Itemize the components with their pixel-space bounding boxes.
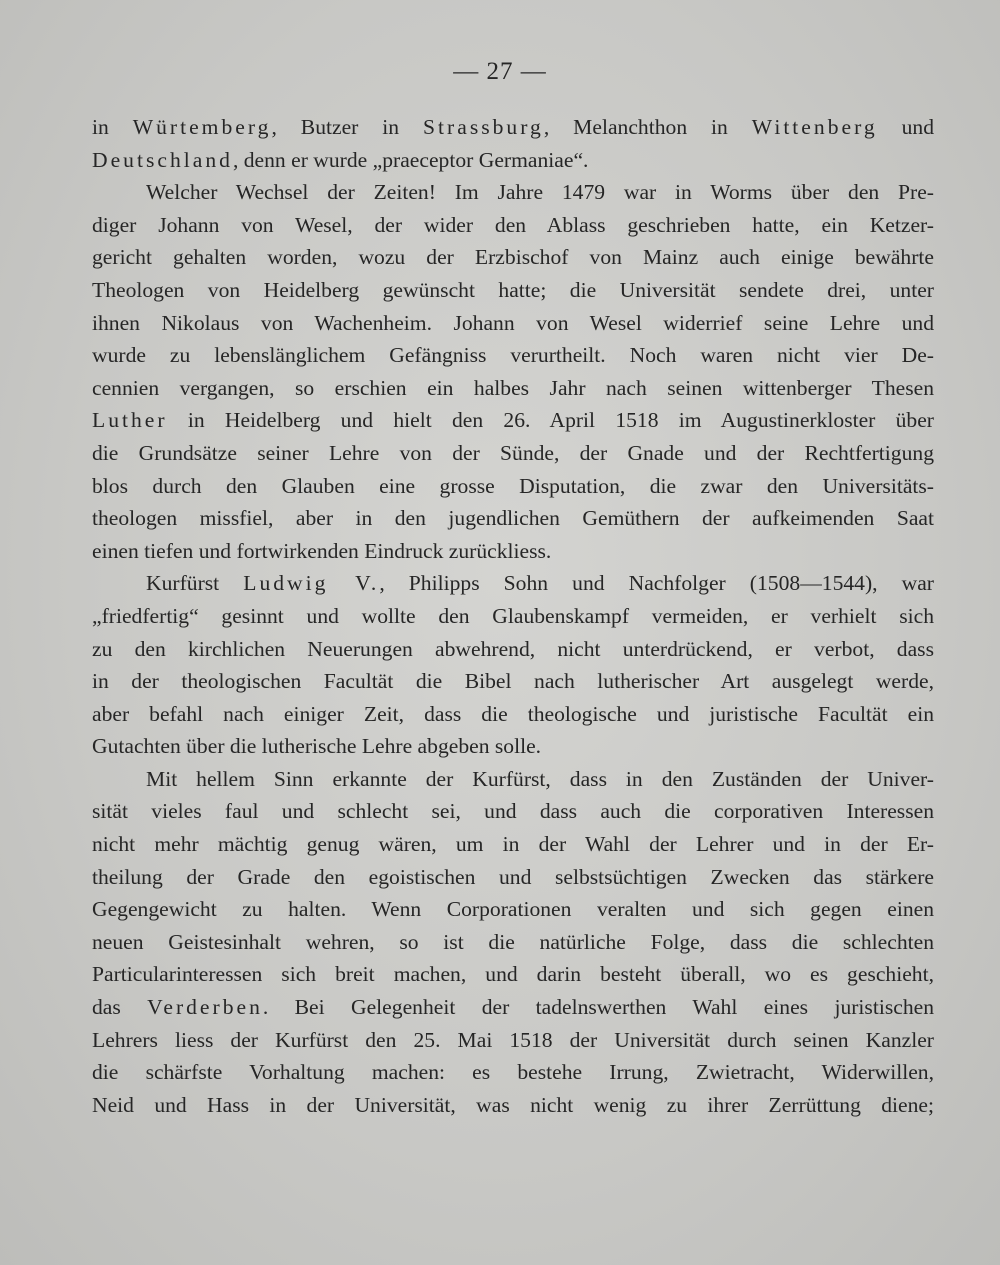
text-line — [92, 795, 934, 828]
text-run: cennien vergangen, so erschien ein halbes Jahr nach seinen wittenberger Thesen — [92, 375, 934, 400]
text-run: Neid und Hass in der Universität, was nicht wenig zu ihrer Zerrüttung diene; — [92, 1092, 934, 1117]
text-run: in Heidelberg und hielt den 26. April 1518 im Augustinerkloster über — [167, 408, 934, 433]
text-run: Gutachten über die lutherische Lehre abgeben solle. — [92, 734, 542, 759]
text-run: zu den kirchlichen Neuerungen abwehrend, nicht unterdrückend, er verbot, dass — [92, 636, 934, 661]
text-run: nicht mehr mächtig genug wären, um in der Wahl der Lehrer und in der Er- — [92, 832, 934, 857]
text-run: einen tiefen und fortwirkenden Eindruck zurückliess. — [92, 538, 552, 563]
text-line — [92, 470, 934, 503]
text-line — [92, 176, 934, 209]
text-line — [92, 926, 934, 959]
spaced-emphasis: Luther — [92, 408, 168, 433]
text-run: neuen Geistesinhalt wehren, so ist die natürliche Folge, dass die schlechten — [92, 929, 934, 954]
text-run: blos durch den Glauben eine grosse Disputation, die zwar den Universitäts- — [92, 473, 934, 498]
text-line — [92, 861, 934, 894]
text-run: die Grundsätze seiner Lehre von der Sünde, der Gnade und der Rechtfertigung — [92, 440, 934, 465]
text-line — [92, 665, 934, 698]
text-line — [92, 274, 934, 307]
text-line — [92, 372, 934, 405]
text-line — [92, 991, 934, 1024]
text-run: in der theologischen Facultät die Bibel nach lutherischer Art ausgelegt werde, — [92, 669, 934, 694]
text-run: wurde zu lebenslänglichem Gefängniss verurtheilt. Noch waren nicht vier De- — [92, 343, 934, 368]
text-line — [92, 144, 934, 177]
text-line — [92, 763, 934, 796]
text-line — [92, 307, 934, 340]
text-run: Particularinteressen sich breit machen, und darin besteht überall, wo es geschieht, — [92, 962, 934, 987]
text-line — [92, 1089, 934, 1122]
text-line — [92, 404, 934, 437]
text-run: ihnen Nikolaus von Wachenheim. Johann von Wesel widerrief seine Lehre und — [92, 310, 934, 335]
text-line — [92, 502, 934, 535]
text-run: , Butzer in — [271, 115, 424, 139]
text-line — [92, 600, 934, 633]
text-line — [92, 209, 934, 242]
text-line — [92, 1056, 934, 1089]
text-line — [92, 1024, 934, 1057]
text-run: . Bei Gelegenheit der tadelnswerthen Wahl eines juristischen — [262, 995, 935, 1020]
text-run: Theologen von Heidelberg gewünscht hatte; die Universität sendete drei, unter — [92, 277, 934, 302]
text-line — [92, 339, 934, 372]
text-run: aber befahl nach einiger Zeit, dass die theologische und juristische Facultät ein — [92, 701, 934, 726]
text-run: Mit hellem Sinn erkannte der Kurfürst, dass in den Zuständen der Univer- — [146, 766, 934, 791]
spaced-emphasis: Ludwig V. — [243, 571, 380, 596]
text-line — [92, 241, 934, 274]
text-run: Kurfürst — [146, 571, 244, 596]
text-line — [92, 698, 934, 731]
text-line — [92, 828, 934, 861]
text-run: Welcher Wechsel der Zeiten! Im Jahre 1479 war in Worms über den Pre- — [146, 180, 934, 205]
text-run: „friedfertig“ gesinnt und wollte den Glaubenskampf vermeiden, er verhielt sich — [92, 603, 934, 628]
text-line — [92, 958, 934, 991]
spaced-emphasis: Wittenberg — [751, 115, 878, 139]
text-run: die schärfste Vorhaltung machen: es bestehe Irrung, Zwietracht, Widerwillen, — [92, 1060, 934, 1085]
text-run: das — [92, 995, 148, 1020]
text-run: , Melanchthon in — [543, 115, 752, 139]
text-run: , Philipps Sohn und Nachfolger (1508—1544), war — [379, 571, 935, 596]
spaced-emphasis: Strassburg — [423, 115, 544, 139]
text-line — [92, 437, 934, 470]
text-run: , denn er wurde „praeceptor Germaniae“. — [232, 147, 589, 172]
spaced-emphasis: Verderben — [147, 995, 263, 1020]
text-line — [92, 567, 934, 600]
text-run: sität vieles faul und schlecht sei, und dass auch die corporativen Interessen — [92, 799, 934, 824]
body-text — [92, 111, 934, 1121]
text-run: theilung der Grade den egoistischen und selbstsüchtigen Zwecken das stärkere — [92, 864, 934, 889]
text-line — [92, 633, 934, 666]
text-run: Gegengewicht zu halten. Wenn Corporationen veralten und sich gegen einen — [92, 897, 934, 922]
text-line — [92, 535, 934, 568]
text-line — [92, 893, 934, 926]
text-run: gericht gehalten worden, wozu der Erzbischof von Mainz auch einige bewährte — [92, 245, 934, 270]
page-number: — 27 — — [453, 58, 547, 85]
text-run: Lehrers liess der Kurfürst den 25. Mai 1518 der Universität durch seinen Kanzler — [92, 1027, 934, 1052]
text-run: diger Johann von Wesel, der wider den Ablass geschrieben hatte, ein Ketzer- — [92, 212, 934, 237]
text-run: theologen missfiel, aber in den jugendlichen Gemüthern der aufkeimenden Saat — [92, 506, 934, 531]
text-line — [92, 730, 934, 763]
text-run: und — [877, 115, 934, 139]
spaced-emphasis: Würtemberg — [132, 115, 272, 139]
text-run: in — [92, 115, 133, 139]
text-line — [92, 111, 934, 144]
spaced-emphasis: Deutschland — [92, 147, 233, 172]
